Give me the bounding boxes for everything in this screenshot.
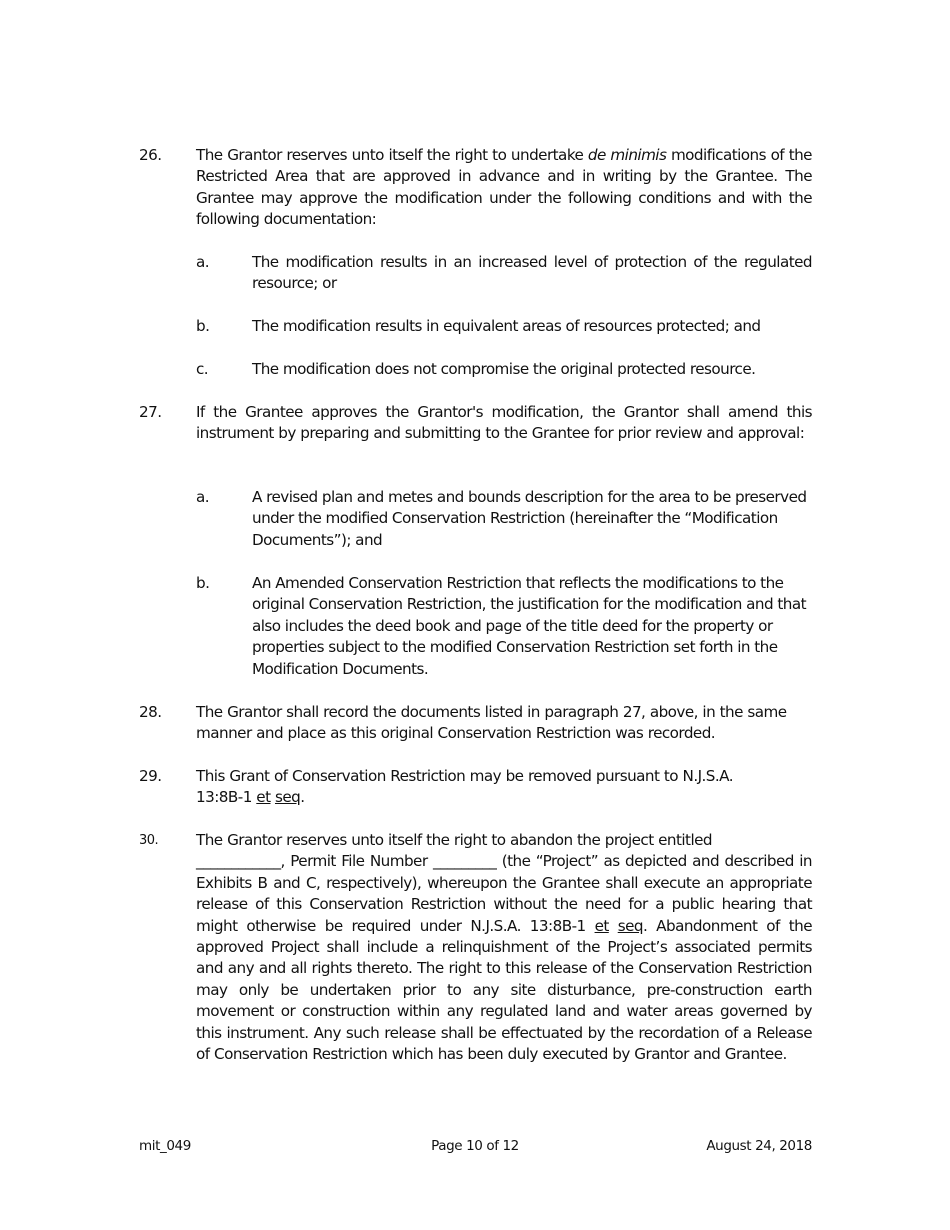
footer-page-number: Page 10 of 12 <box>431 1138 519 1154</box>
paragraph-number: 26. <box>139 146 162 164</box>
footer-doc-id: mit_049 <box>139 1138 191 1154</box>
subitem-text: The modification results in an increased level of protection of the regulated resource; or <box>252 253 812 293</box>
subitem-26c <box>196 359 812 380</box>
citation-seq: seq <box>274 788 301 807</box>
paragraph-text: The Grantor reserves unto itself the right to undertake de minimis modifications of the Restricted Area that are approved in advance and in writing by the Grantee. The Grantee may approve the modification under the following conditions and with the following documentation: <box>196 146 812 229</box>
subitem-26b <box>196 316 812 337</box>
subitem-text: An Amended Conservation Restriction that reflects the modifications to the original Conservation Restriction, the justification for the modification and that also includes the deed book and page of the title deed for the property or properties subject to the modified Conservation Restriction set forth in the Modification Documents. <box>252 574 806 678</box>
subitem-letter: a. <box>196 253 210 271</box>
paragraph-number: 30. <box>139 833 159 848</box>
paragraph-29 <box>139 766 812 809</box>
subitem-text: The modification results in equivalent areas of resources protected; and <box>252 317 761 335</box>
subitem-letter: c. <box>196 360 209 378</box>
paragraph-26 <box>139 145 812 231</box>
citation-seq: seq <box>617 916 643 935</box>
paragraph-text: The Grantor shall record the documents listed in paragraph 27, above, in the same manner and place as this original Conservation Restriction was recorded. <box>196 703 787 743</box>
subitem-letter: a. <box>196 488 210 506</box>
subitem-text: The modification does not compromise the original protected resource. <box>252 360 756 378</box>
paragraph-number: 28. <box>139 703 162 721</box>
paragraph-text: If the Grantee approves the Grantor's modification, the Grantor shall amend this instrument by preparing and submitting to the Grantee for prior review and approval: <box>196 403 812 443</box>
subitem-letter: b. <box>196 317 210 335</box>
subitem-26a <box>196 252 812 295</box>
latin-term: de minimis <box>587 146 667 164</box>
subitem-27a <box>196 487 812 551</box>
subitem-27b <box>196 573 812 680</box>
paragraph-28 <box>139 702 812 745</box>
paragraph-number: 27. <box>139 403 162 421</box>
paragraph-text: This Grant of Conservation Restriction may be removed pursuant to N.J.S.A. 13:8B-1 et seq. <box>196 767 734 807</box>
citation-et: et <box>594 916 609 935</box>
paragraph-number: 29. <box>139 767 162 785</box>
subitem-letter: b. <box>196 574 210 592</box>
citation-et: et <box>256 788 271 807</box>
subitem-text: A revised plan and metes and bounds description for the area to be preserved under the modified Conservation Restriction (hereinafter the “Modification Documents”); and <box>252 488 807 549</box>
paragraph-first-line: The Grantor reserves unto itself the right to abandon the project entitled <box>196 831 713 849</box>
paragraph-30 <box>139 830 812 1065</box>
paragraph-text: The Grantor reserves unto itself the right to abandon the project entitled ____________, Permit File Number _________ (the “Project” as depicted and described in Exhibits B and C, respectively), whereupon the Grantee shall execute an appropriate release of this Conservation Restriction without the need for a public hearing that might otherwise be required under N.J.S.A. 13:8B-1 et seq. Abandonment of the approved Project shall include a relinquishment of the Project’s associated permits and any and all rights thereto. The right to this release of the Conservation Restriction may only be undertaken prior to any site disturbance, pre-construction earth movement or construction within any regulated land and water areas governed by this instrument. Any such release shall be effectuated by the recordation of a Release of Conservation Restriction which has been duly executed by Grantor and Grantee. <box>196 831 813 1064</box>
footer-date: August 24, 2018 <box>706 1138 812 1154</box>
paragraph-27 <box>139 402 812 445</box>
